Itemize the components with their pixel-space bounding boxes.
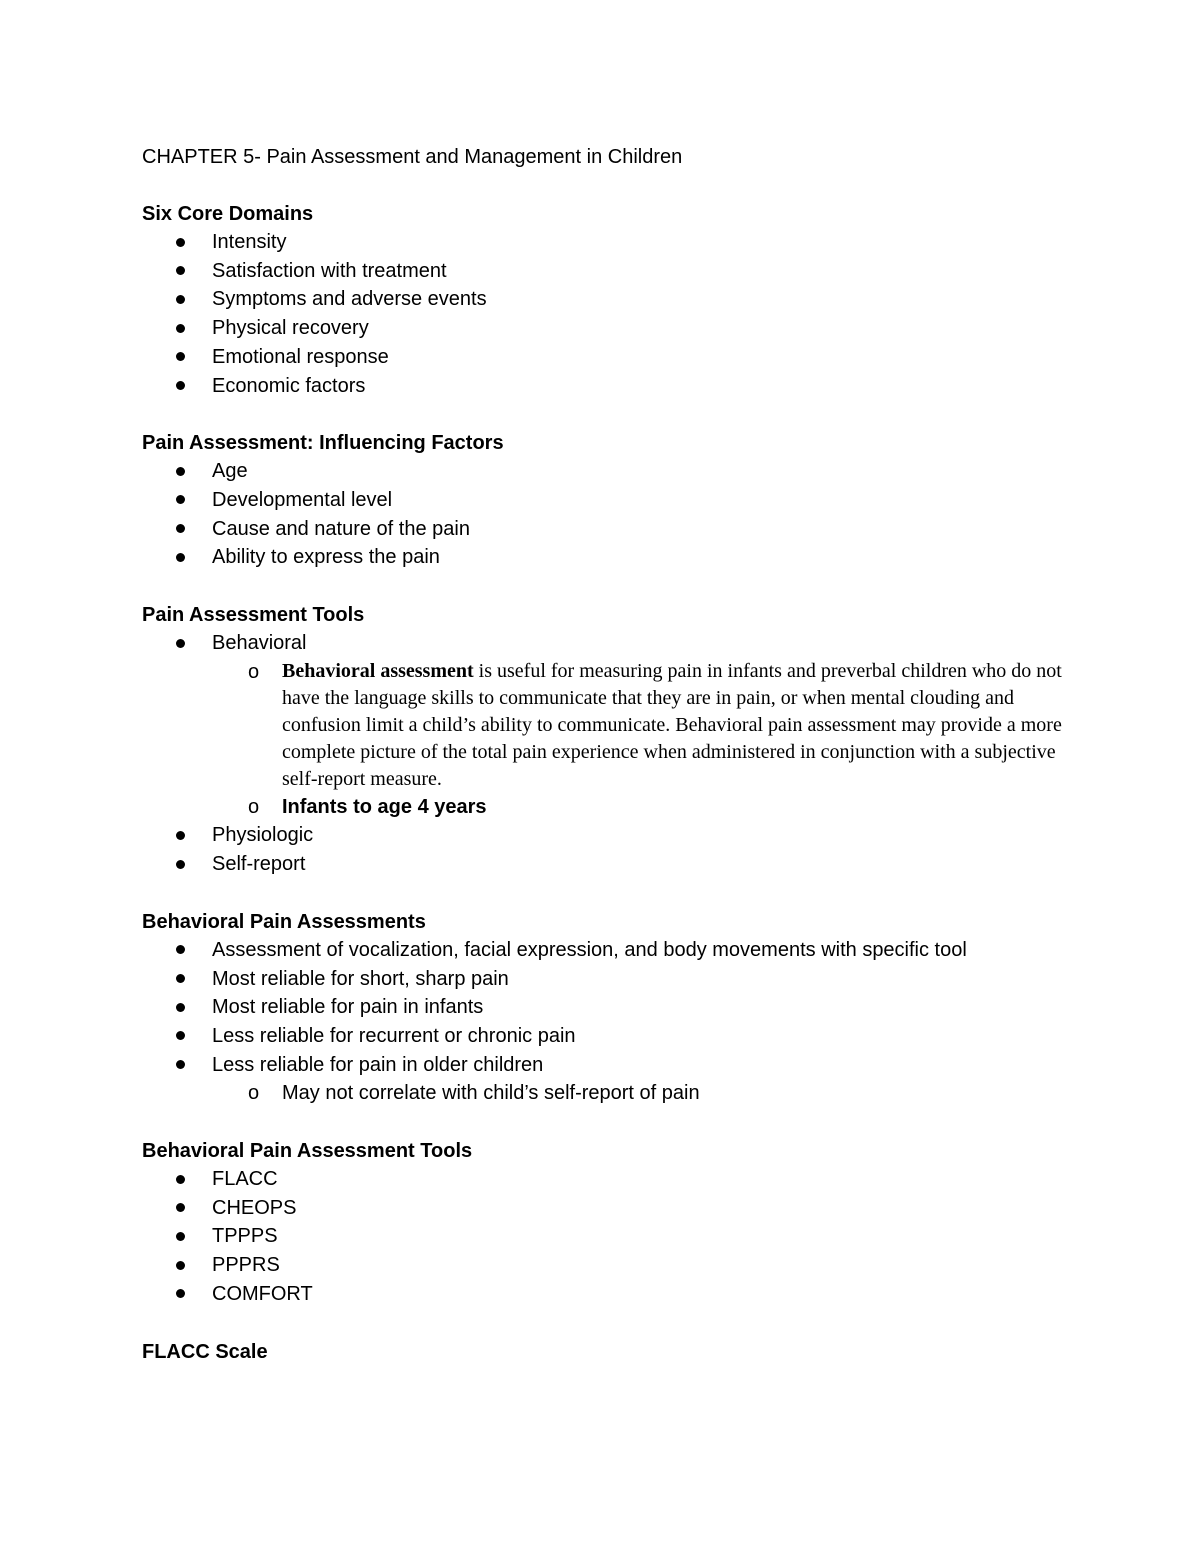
list-item: Less reliable for pain in older children o May not correlate with child’s self-report of pain (142, 1051, 1082, 1108)
list-item: Physical recovery (142, 314, 1082, 343)
list-item: PPPRS (142, 1251, 1082, 1280)
circle-bullet-icon: o (248, 1082, 260, 1105)
section-heading-flacc: FLACC Scale (142, 1340, 268, 1363)
assessment-tools-list (142, 629, 1082, 879)
list-item: Intensity (142, 228, 1082, 257)
bullet-icon (176, 238, 185, 247)
list-item: CHEOPS (142, 1194, 1082, 1223)
bullet-icon (176, 1232, 185, 1241)
section-heading-influencing-factors: Pain Assessment: Influencing Factors (142, 432, 504, 455)
bullet-icon (176, 1175, 185, 1184)
list-item: Physiologic (142, 821, 1082, 850)
sub-list-item: o Infants to age 4 years (212, 793, 1082, 822)
list-item: Cause and nature of the pain (142, 515, 1082, 544)
behavioral-tools-list (142, 1165, 1082, 1309)
list-item: Age (142, 457, 1082, 486)
bullet-icon (176, 467, 185, 476)
bullet-icon (176, 1261, 185, 1270)
bullet-icon (176, 945, 185, 954)
bullet-icon (176, 524, 185, 533)
bullet-icon (176, 381, 185, 390)
behavioral-assessment-paragraph: Behavioral assessment is useful for measuring pain in infants and preverbal children who do not have the language skills to communicate that they are in pain, or when mental clouding and confusion limit a child’s ability to communicate. Behavioral pain assessment may provide a more complete picture of the total pain experience when administered in conjunction with a subjective self-report measure. (282, 659, 1062, 790)
sub-list-item (212, 658, 1082, 793)
influencing-factors-list (142, 457, 1082, 572)
list-item: Emotional response (142, 343, 1082, 372)
behavioral-sublist (212, 658, 1082, 822)
bullet-icon (176, 974, 185, 983)
list-item: Developmental level (142, 486, 1082, 515)
section-heading-behavioral-tools: Behavioral Pain Assessment Tools (142, 1140, 473, 1163)
bullet-icon (176, 639, 185, 648)
bullet-icon (176, 860, 185, 869)
list-item: Ability to express the pain (142, 543, 1082, 572)
list-item: Assessment of vocalization, facial expression, and body movements with specific tool (142, 936, 1082, 965)
bullet-icon (176, 495, 185, 504)
behavioral-assessments-list (142, 936, 1082, 1108)
list-item: Most reliable for short, sharp pain (142, 965, 1082, 994)
document-page (142, 143, 1082, 1366)
list-item: Economic factors (142, 372, 1082, 401)
bullet-icon (176, 831, 185, 840)
circle-bullet-icon: o (248, 660, 260, 683)
section-heading-behavioral-assessments: Behavioral Pain Assessments (142, 910, 426, 933)
bullet-icon (176, 295, 185, 304)
bullet-icon (176, 1060, 185, 1069)
bullet-icon (176, 1289, 185, 1298)
section-heading-core-domains: Six Core Domains (142, 203, 314, 225)
list-item: Behavioral o Behavioral assessment is useful for measuring pain in infants and preverbal children who do not have the language skills to communicate that they are in pain, or when mental clouding and confusion limit a child’s ability to communicate. Behavioral pain assessment may provide a more complete picture of the total pain experience when administered in conjunction with a subjective self-report measure. o Infants to age 4 years (142, 629, 1082, 821)
list-item: Satisfaction with treatment (142, 257, 1082, 286)
older-children-sublist (212, 1079, 1082, 1108)
sub-list-item: o May not correlate with child’s self-report of pain (212, 1079, 1082, 1108)
list-item: COMFORT (142, 1280, 1082, 1309)
bullet-icon (176, 1003, 185, 1012)
list-item: Symptoms and adverse events (142, 285, 1082, 314)
bullet-icon (176, 266, 185, 275)
section-heading-assessment-tools: Pain Assessment Tools (142, 604, 365, 627)
chapter-title: CHAPTER 5- Pain Assessment and Management in Children (142, 146, 683, 168)
circle-bullet-icon: o (248, 795, 260, 818)
bullet-icon (176, 1203, 185, 1212)
list-item: Self-report (142, 850, 1082, 879)
list-item: Most reliable for pain in infants (142, 993, 1082, 1022)
bullet-icon (176, 553, 185, 562)
list-item: FLACC (142, 1165, 1082, 1194)
bullet-icon (176, 352, 185, 361)
list-item: TPPPS (142, 1222, 1082, 1251)
core-domains-list (142, 228, 1082, 400)
bullet-icon (176, 1031, 185, 1040)
bullet-icon (176, 324, 185, 333)
list-item: Less reliable for recurrent or chronic pain (142, 1022, 1082, 1051)
